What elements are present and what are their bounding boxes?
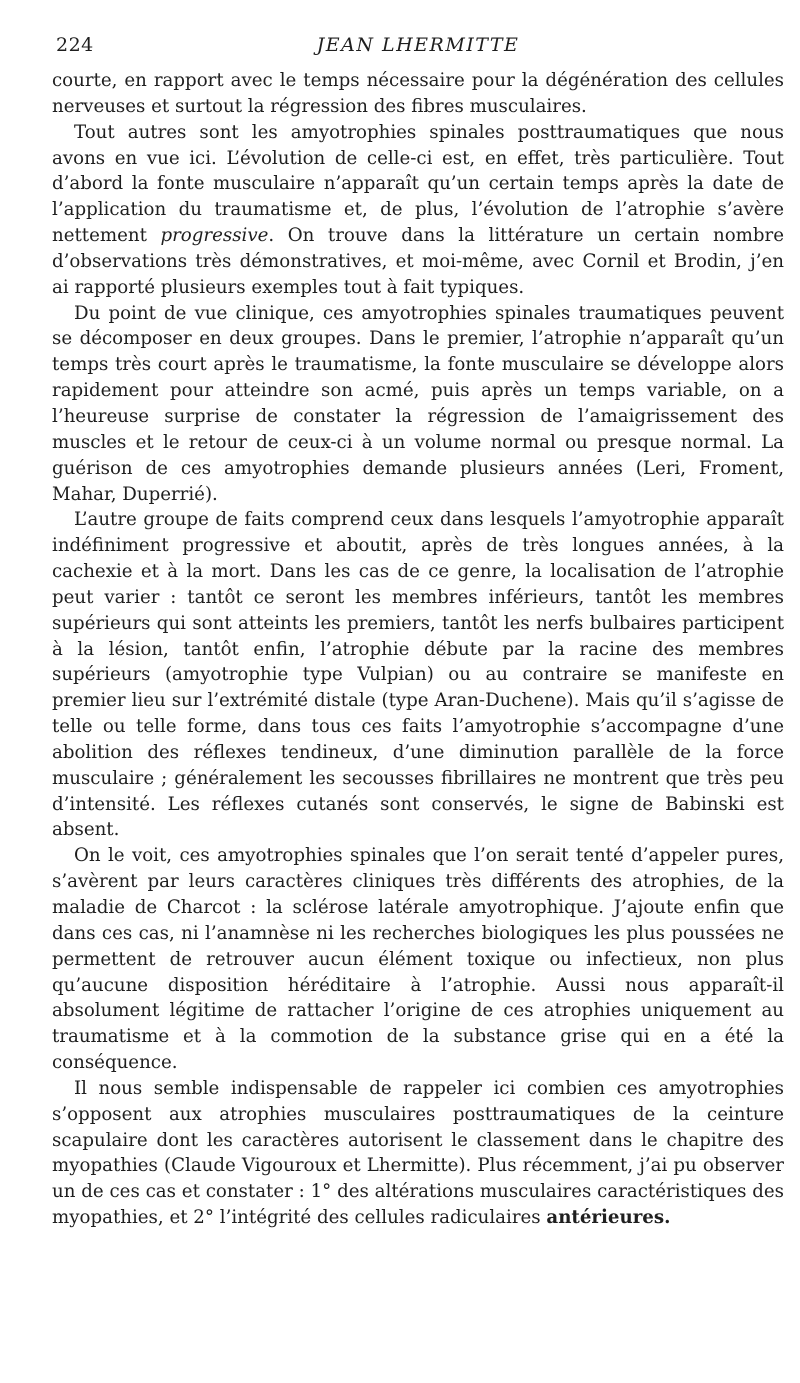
paragraph-text: Il nous semble indispensable de rappeler ici combien ces amyotrophies s’opposent aux atrophies musculaires posttraumatiques de la ceinture scapulaire dont les caractères autorisent le classement dans le chapitre des myopathies (Claude Vigouroux et Lhermitte). Plus récemment, j’ai pu observer un de ces cas et constater : 1° des altérations musculaires caractéristiques des myopathies, et 2° l’intégrité des cellules radiculaires [52,1077,784,1229]
body-text [52,68,784,1231]
document-page [52,34,784,1231]
page-number: 224 [56,34,94,56]
paragraph [52,1076,784,1231]
paragraph-text: L’autre groupe de faits comprend ceux dans lesquels l’amyotrophie apparaît indéfiniment progressive et aboutit, après de très longues années, à la cachexie et à la mort. Dans les cas de ce genre, la localisation de l’atrophie peut varier : tantôt ce seront les membres inférieurs, tantôt les membres supérieurs qui sont atteints les premiers, tantôt les nerfs bulbaires participent à la lésion, tantôt enfin, l’atrophie débute par la racine des membres supérieurs (amyotrophie type Vulpian) ou au contraire se manifeste en premier lieu sur l’extrémité distale (type Aran-Duchene). Mais qu’il s’agisse de telle ou telle forme, dans tous ces faits l’amyotrophie s’accompagne d’une abolition des réflexes tendineux, d’une diminution parallèle de la force musculaire ; généralement les secousses fibrillaires ne montrent que très peu d’intensité. Les réflexes cutanés sont conservés, le signe de Babinski est absent. [52,509,784,841]
paragraph-text: . On trouve dans la littérature un certain nombre d’observations très démonstratives, et moi-même, avec Cornil et Brodin, j’en ai rapporté plusieurs exemples tout à fait typiques. [52,225,785,298]
running-title: JEAN LHERMITTE [316,34,520,56]
bold-text: antérieures. [546,1207,671,1229]
paragraph [52,301,784,508]
paragraph-text: courte, en rapport avec le temps nécessaire pour la dégénération des cellules nerveuses et surtout la régression des fibres musculaires. [52,70,784,117]
paragraph [52,843,784,1076]
paragraph [52,507,784,843]
paragraph-text: Du point de vue clinique, ces amyotrophies spinales traumatiques peuvent se décomposer en deux groupes. Dans le premier, l’atrophie n’apparaît qu’un temps très court après le traumatisme, la fonte musculaire se développe alors rapidement pour atteindre son acmé, puis après un temps variable, on a l’heureuse surprise de constater la régression de l’amaigrissement des muscles et le retour de ceux-ci à un volume normal ou presque normal. La guérison de ces amyotrophies demande plusieurs années (Leri, Froment, Mahar, Duperrié). [52,302,784,505]
paragraph-text: Tout autres sont les amyotrophies spinales posttraumatiques que nous avons en vue ici. L’évolution de celle-ci est, en effet, très particulière. Tout d’abord la fonte musculaire n’apparaît qu’un certain temps après la date de l’application du traumatisme et, de plus, l’évolution de l’atrophie s’avère nettement [52,121,784,247]
paragraph-text: On le voit, ces amyotrophies spinales que l’on serait tenté d’appeler pures, s’avèrent par leurs caractères cliniques très différents des atrophies, de la maladie de Charcot : la sclérose latérale amyotrophique. J’ajoute enfin que dans ces cas, ni l’anamnèse ni les recherches biologiques les plus poussées ne permettent de retrouver aucun élément toxique ou infectieux, non plus qu’aucune disposition héréditaire à l’atrophie. Aussi nous apparaît-il absolument légitime de rattacher l’origine de ces atrophies uniquement au traumatisme et à la commotion de la substance grise qui en a été la conséquence. [52,845,784,1074]
paragraph [52,68,784,120]
page-header [52,34,784,62]
emphasized-text: progressive [160,225,269,247]
paragraph [52,120,784,301]
